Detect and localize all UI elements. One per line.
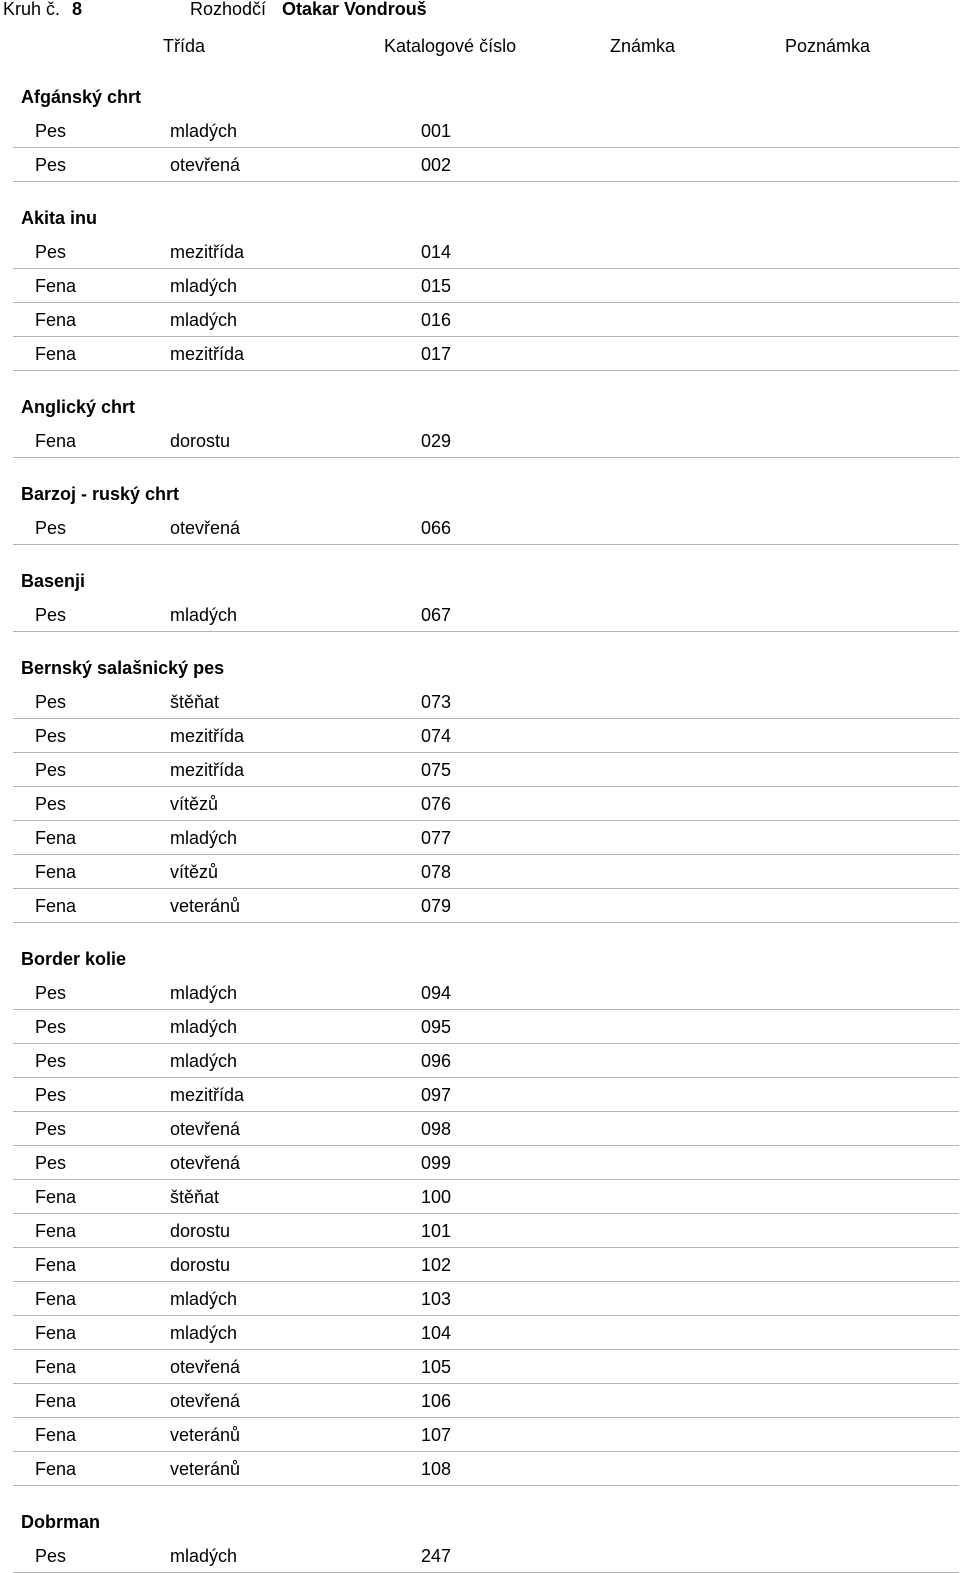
dog-sex: Fena	[35, 431, 77, 451]
table-row	[13, 1078, 959, 1112]
table-row	[13, 511, 959, 545]
dog-class: štěňat	[170, 1187, 220, 1207]
catalog-number: 107	[421, 1425, 452, 1445]
dog-sex: Pes	[35, 518, 67, 538]
table-row	[13, 114, 959, 148]
dog-class: mladých	[170, 605, 238, 625]
dog-sex: Fena	[35, 1357, 77, 1377]
table-row	[13, 1350, 959, 1384]
dog-class: veteránů	[170, 896, 241, 916]
dog-class: mladých	[170, 1546, 238, 1566]
dog-sex: Fena	[35, 344, 77, 364]
dog-class: mladých	[170, 828, 238, 848]
column-header-catalog-number: Katalogové číslo	[384, 36, 517, 56]
catalog-number: 106	[421, 1391, 452, 1411]
dog-sex: Fena	[35, 1323, 77, 1343]
breed-heading: Dobrman	[21, 1512, 101, 1532]
dog-sex: Fena	[35, 828, 77, 848]
dog-class: mladých	[170, 310, 238, 330]
table-row	[13, 1044, 959, 1078]
dog-sex: Pes	[35, 121, 67, 141]
table-row	[13, 1214, 959, 1248]
judge-name: Otakar Vondrouš	[282, 0, 427, 19]
catalog-number: 100	[421, 1187, 452, 1207]
table-row	[13, 303, 959, 337]
dog-sex: Pes	[35, 1051, 67, 1071]
catalog-number: 097	[421, 1085, 452, 1105]
catalog-number: 108	[421, 1459, 452, 1479]
table-row	[13, 424, 959, 458]
table-row	[13, 1418, 959, 1452]
breed-heading: Afgánský chrt	[21, 87, 142, 107]
catalog-number: 073	[421, 692, 452, 712]
dog-sex: Fena	[35, 310, 77, 330]
dog-class: otevřená	[170, 1153, 241, 1173]
catalog-number: 104	[421, 1323, 452, 1343]
catalog-number: 029	[421, 431, 452, 451]
table-row	[13, 855, 959, 889]
dog-sex: Fena	[35, 862, 77, 882]
catalog-number: 017	[421, 344, 452, 364]
table-row	[13, 1282, 959, 1316]
catalog-number: 076	[421, 794, 452, 814]
dog-class: otevřená	[170, 155, 241, 175]
dog-sex: Fena	[35, 1221, 77, 1241]
dog-class: dorostu	[170, 1255, 231, 1275]
dog-sex: Fena	[35, 1187, 77, 1207]
dog-class: veteránů	[170, 1425, 241, 1445]
catalog-number: 014	[421, 242, 452, 262]
table-row	[13, 719, 959, 753]
catalog-list	[0, 80, 960, 1573]
dog-class: mladých	[170, 276, 238, 296]
table-row	[13, 1539, 959, 1573]
dog-sex: Fena	[35, 276, 77, 296]
catalog-number: 078	[421, 862, 452, 882]
dog-sex: Pes	[35, 1085, 67, 1105]
catalog-number: 102	[421, 1255, 452, 1275]
column-header-grade: Známka	[610, 36, 676, 56]
dog-class: vítězů	[170, 794, 219, 814]
catalog-number: 099	[421, 1153, 452, 1173]
breed-heading: Basenji	[21, 571, 86, 591]
dog-sex: Fena	[35, 1425, 77, 1445]
catalog-number: 098	[421, 1119, 452, 1139]
catalog-number: 094	[421, 983, 452, 1003]
catalog-number: 079	[421, 896, 452, 916]
catalog-number: 077	[421, 828, 452, 848]
breed-heading: Barzoj - ruský chrt	[21, 484, 180, 504]
table-row	[13, 821, 959, 855]
dog-class: otevřená	[170, 1391, 241, 1411]
dog-sex: Pes	[35, 692, 67, 712]
table-row	[13, 1146, 959, 1180]
catalog-number: 095	[421, 1017, 452, 1037]
catalog-number: 074	[421, 726, 452, 746]
dog-sex: Pes	[35, 1546, 67, 1566]
table-row	[13, 889, 959, 923]
table-row	[13, 753, 959, 787]
table-row	[13, 337, 959, 371]
catalog-number: 066	[421, 518, 452, 538]
table-row	[13, 1010, 959, 1044]
dog-sex: Fena	[35, 1255, 77, 1275]
breed-heading: Anglický chrt	[21, 397, 136, 417]
catalog-number: 016	[421, 310, 452, 330]
dog-sex: Pes	[35, 1153, 67, 1173]
dog-class: mladých	[170, 121, 238, 141]
ring-number: 8	[72, 0, 83, 19]
dog-sex: Pes	[35, 155, 67, 175]
table-row	[13, 235, 959, 269]
breed-heading: Akita inu	[21, 208, 98, 228]
catalog-number: 075	[421, 760, 452, 780]
catalog-number: 101	[421, 1221, 452, 1241]
ring-label: Kruh č.	[3, 0, 61, 19]
catalog-number: 105	[421, 1357, 452, 1377]
catalog-number: 067	[421, 605, 452, 625]
dog-sex: Pes	[35, 1017, 67, 1037]
dog-class: mezitřída	[170, 344, 245, 364]
table-row	[13, 598, 959, 632]
dog-sex: Fena	[35, 1459, 77, 1479]
table-row	[13, 1384, 959, 1418]
dog-class: dorostu	[170, 431, 231, 451]
dog-class: mladých	[170, 1323, 238, 1343]
catalog-number: 002	[421, 155, 452, 175]
dog-class: dorostu	[170, 1221, 231, 1241]
judge-label: Rozhodčí	[190, 0, 267, 19]
breed-heading: Border kolie	[21, 949, 127, 969]
dog-sex: Pes	[35, 760, 67, 780]
dog-sex: Fena	[35, 1289, 77, 1309]
catalog-number: 103	[421, 1289, 452, 1309]
table-row	[13, 976, 959, 1010]
table-row	[13, 1452, 959, 1486]
table-row	[13, 685, 959, 719]
dog-class: mezitřída	[170, 1085, 245, 1105]
column-header-trida: Třída	[163, 36, 206, 56]
dog-class: štěňat	[170, 692, 220, 712]
dog-sex: Pes	[35, 242, 67, 262]
table-row	[13, 1180, 959, 1214]
catalog-number: 247	[421, 1546, 452, 1566]
breed-heading: Bernský salašnický pes	[21, 658, 225, 678]
dog-sex: Pes	[35, 794, 67, 814]
catalog-number: 001	[421, 121, 452, 141]
table-row	[13, 787, 959, 821]
table-row	[13, 1316, 959, 1350]
dog-class: mladých	[170, 1051, 238, 1071]
dog-class: mladých	[170, 1017, 238, 1037]
dog-class: otevřená	[170, 1119, 241, 1139]
dog-class: mladých	[170, 1289, 238, 1309]
column-header-note: Poznámka	[785, 36, 871, 56]
dog-class: veteránů	[170, 1459, 241, 1479]
dog-sex: Pes	[35, 983, 67, 1003]
table-row	[13, 1112, 959, 1146]
dog-sex: Pes	[35, 1119, 67, 1139]
dog-class: mezitřída	[170, 242, 245, 262]
dog-class: otevřená	[170, 1357, 241, 1377]
catalog-number: 096	[421, 1051, 452, 1071]
dog-class: vítězů	[170, 862, 219, 882]
table-row	[13, 148, 959, 182]
dog-sex: Fena	[35, 896, 77, 916]
dog-class: mladých	[170, 983, 238, 1003]
dog-sex: Pes	[35, 726, 67, 746]
dog-class: otevřená	[170, 518, 241, 538]
table-row	[13, 1248, 959, 1282]
table-row	[13, 269, 959, 303]
catalog-number: 015	[421, 276, 452, 296]
dog-class: mezitřída	[170, 726, 245, 746]
dog-sex: Pes	[35, 605, 67, 625]
dog-class: mezitřída	[170, 760, 245, 780]
dog-sex: Fena	[35, 1391, 77, 1411]
